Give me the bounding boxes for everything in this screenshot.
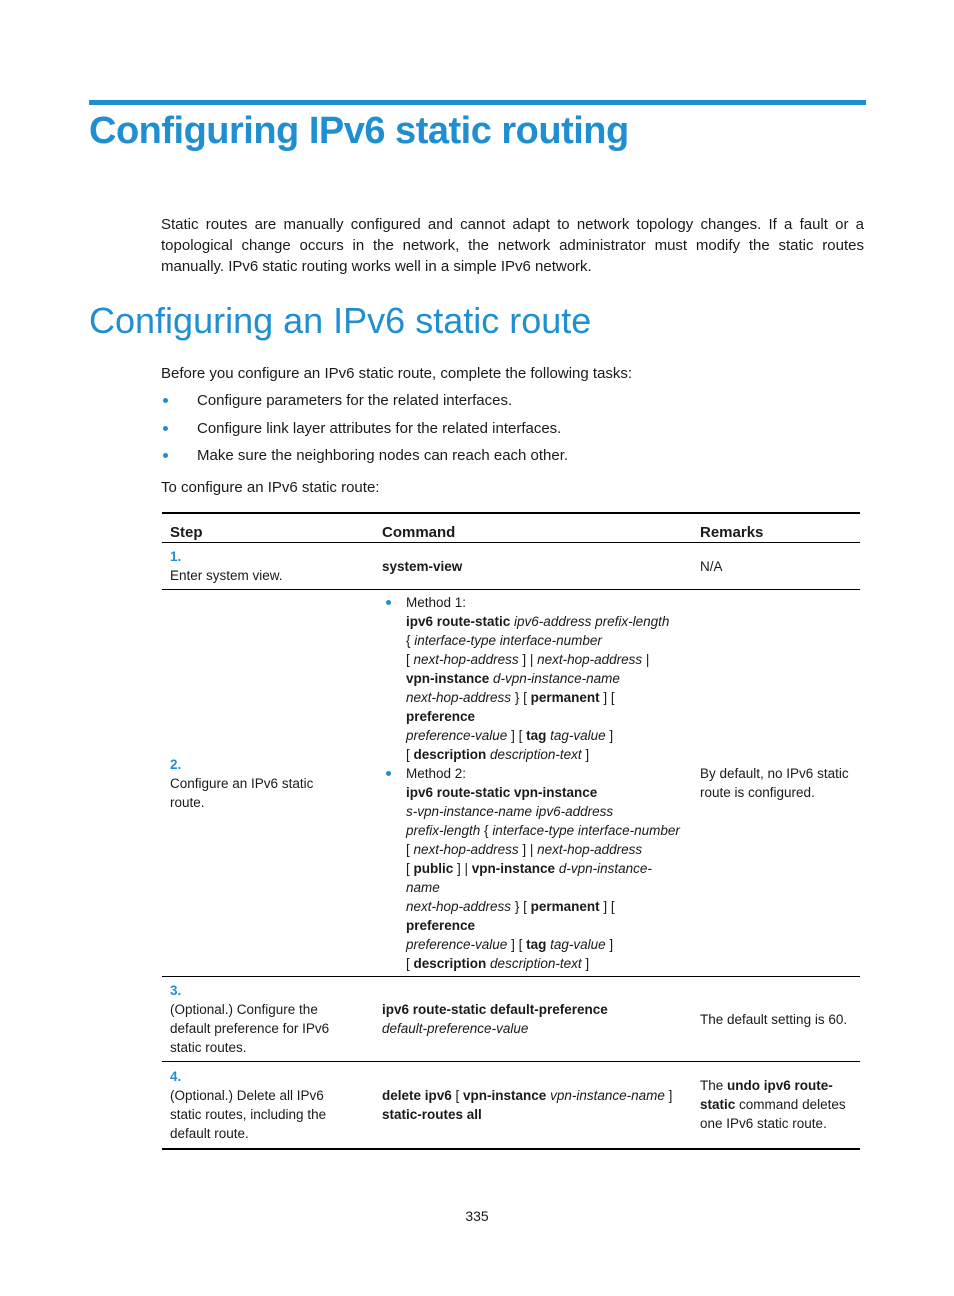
step-text: (Optional.) Configure the default preference for IPv6 static routes.	[170, 1002, 330, 1055]
command-cell	[374, 543, 692, 590]
chapter-title: Configuring IPv6 static routing	[89, 110, 629, 152]
header-step: Step	[162, 513, 374, 543]
list-item: Make sure the neighboring nodes can reach each other.	[161, 445, 568, 473]
header-remarks: Remarks	[692, 513, 860, 543]
table-header-row	[162, 513, 860, 543]
step-cell	[162, 977, 374, 1062]
command-keyword: system-view	[382, 558, 463, 574]
steps-table	[162, 512, 860, 1150]
section-title: Configuring an IPv6 static route	[89, 300, 592, 341]
bullet-icon	[163, 453, 168, 458]
command-syntax: ipv6 route-static vpn-instance s-vpn-instance-name ipv6-address prefix-length { interface-type interface-number [ next-hop-address ] | next-hop-address [ public ] | vpn-instance d-vpn-instance-name next-hop-address } [ permanent ] [ preference preference-value ] [ tag tag-value ] [ description description-text ]	[406, 785, 680, 971]
task-list	[161, 390, 568, 473]
method-label: Method 2:	[406, 766, 467, 781]
command-syntax: ipv6 route-static ipv6-address prefix-length { interface-type interface-number [ next-hop-address ] | next-hop-address | vpn-instance d-vpn-instance-name next-hop-address } [ permanent ] [ preference preference-value ] [ tag tag-value ] [ description description-text ]	[406, 614, 670, 762]
bullet-icon	[386, 771, 391, 776]
command-syntax: delete ipv6 [ vpn-instance vpn-instance-name ] static-routes all	[382, 1087, 673, 1122]
bullet-icon	[386, 600, 391, 605]
list-item: Configure link layer attributes for the related interfaces.	[161, 418, 568, 446]
step-cell	[162, 590, 374, 977]
command-cell	[374, 977, 692, 1062]
step-text: (Optional.) Delete all IPv6 static routes, including the default route.	[170, 1087, 327, 1141]
table-row	[162, 977, 860, 1062]
top-rule	[89, 100, 866, 105]
remarks-cell: The undo ipv6 route-static command deletes one IPv6 static route.	[692, 1062, 860, 1149]
table-row	[162, 1062, 860, 1149]
step-cell	[162, 543, 374, 590]
table-row	[162, 590, 860, 977]
method-1	[382, 593, 684, 764]
command-argument: default-preference-value	[382, 1021, 529, 1036]
step-text: Configure an IPv6 static route.	[170, 775, 314, 810]
step-number: 3.	[170, 983, 182, 998]
command-keyword: ipv6 route-static default-preference	[382, 1002, 608, 1017]
step-number: 4.	[170, 1068, 182, 1084]
method-label: Method 1:	[406, 595, 467, 610]
step-number: 1.	[170, 549, 182, 564]
method-2	[382, 764, 684, 973]
command-cell	[374, 590, 692, 977]
intro-paragraph: Static routes are manually configured and cannot adapt to network topology changes. If a fault or a topological change occurs in the network, the network administrator must modify the static routes manually. IPv6 static routing works well in a simple IPv6 network.	[161, 216, 864, 275]
remarks-cell: The default setting is 60.	[692, 977, 860, 1062]
bullet-icon	[163, 426, 168, 431]
before-text: Before you configure an IPv6 static route, complete the following tasks:	[161, 365, 633, 382]
page-number: 335	[465, 1208, 489, 1224]
remarks-cell: By default, no IPv6 static route is configured.	[692, 590, 860, 977]
step-cell	[162, 1062, 374, 1149]
remarks-cell: N/A	[692, 543, 860, 590]
table-row	[162, 543, 860, 590]
command-cell	[374, 1062, 692, 1149]
header-command: Command	[374, 513, 692, 543]
bullet-icon	[163, 398, 168, 403]
list-item: Configure parameters for the related interfaces.	[161, 390, 568, 418]
step-text: Enter system view.	[170, 568, 283, 583]
step-number: 2.	[170, 756, 182, 772]
to-configure-text: To configure an IPv6 static route:	[161, 479, 380, 496]
